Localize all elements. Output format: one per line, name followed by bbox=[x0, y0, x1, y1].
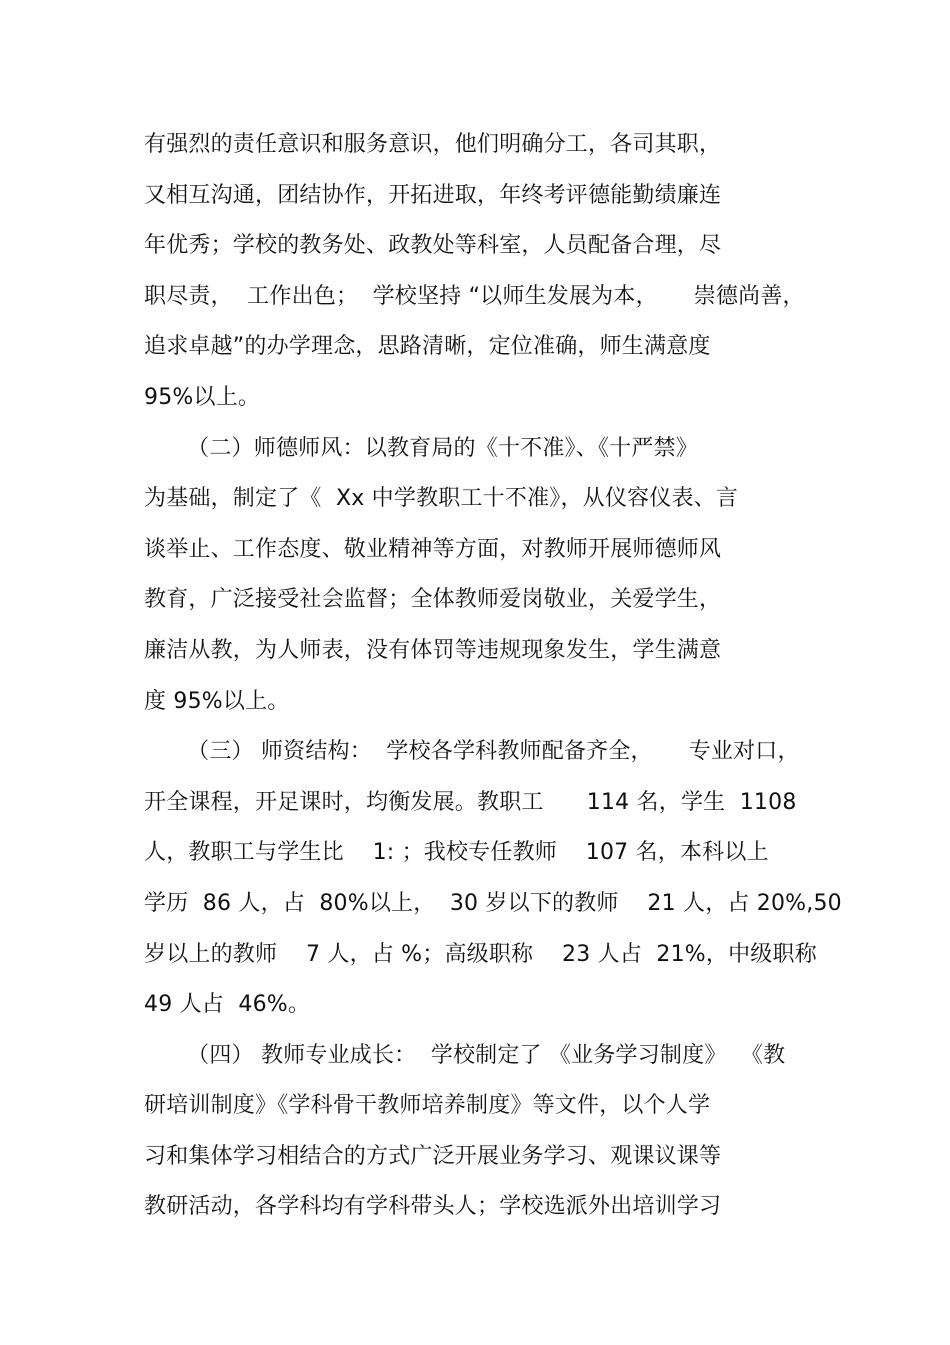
text-line: 教研活动，各学科均有学科带头人；学校选派外出培训学习 bbox=[144, 1194, 722, 1220]
text-line: 研培训制度》《学科骨干教师培养制度》等文件，以个人学 bbox=[144, 1093, 711, 1119]
text-line: 又相互沟通，团结协作，开拓进取，年终考评德能勤绩廉连 bbox=[144, 182, 722, 208]
text-line: 职尽责， 工作出色； 学校坚持 “以师生发展为本， 崇德尚善， bbox=[144, 283, 805, 309]
text-line: 年优秀；学校的教务处、政教处等科室，人员配备合理，尽 bbox=[144, 233, 722, 259]
text-line: 95%以上。 bbox=[144, 384, 261, 410]
text-line: 开全课程，开足课时，均衡发展。教职工 114 名，学生 1108 bbox=[144, 789, 797, 815]
text-line: 度 95%以上。 bbox=[144, 688, 290, 714]
text-line: 人，教职工与学生比 1: ；我校专任教师 107 名，本科以上 bbox=[144, 840, 769, 866]
text-line: 岁以上的教师 7 人，占 %；高级职称 23 人占 21%，中级职称 bbox=[144, 941, 817, 967]
text-line: （四） 教师专业成长： 学校制定了 《业务学习制度》 《教 bbox=[144, 1042, 786, 1068]
text-line: 廉洁从教，为人师表，没有体罚等违规现象发生，学生满意 bbox=[144, 637, 722, 663]
body-text bbox=[144, 120, 842, 1233]
text-line: 习和集体学习相结合的方式广泛开展业务学习、观课议课等 bbox=[144, 1143, 722, 1169]
text-line: 学历 86 人，占 80%以上， 30 岁以下的教师 21 人，占 20%,50 bbox=[144, 890, 842, 916]
text-line: 为基础，制定了《 Xx 中学教职工十不准》，从仪容仪表、言 bbox=[144, 486, 739, 512]
text-line: 追求卓越”的办学理念，思路清晰，定位准确，师生满意度 bbox=[144, 334, 711, 360]
text-line: 49 人占 46%。 bbox=[144, 992, 311, 1018]
text-line: （二）师德师风：以教育局的《十不准》、《十严禁》 bbox=[144, 435, 698, 461]
text-line: 有强烈的责任意识和服务意识，他们明确分工，各司其职， bbox=[144, 132, 722, 157]
text-line: 教育，广泛接受社会监督；全体教师爱岗敬业，关爱学生， bbox=[144, 587, 722, 613]
text-line: （三） 师资结构： 学校各学科教师配备齐全， 专业对口， bbox=[144, 739, 800, 765]
text-line: 谈举止、工作态度、敬业精神等方面，对教师开展师德师风 bbox=[144, 536, 722, 562]
